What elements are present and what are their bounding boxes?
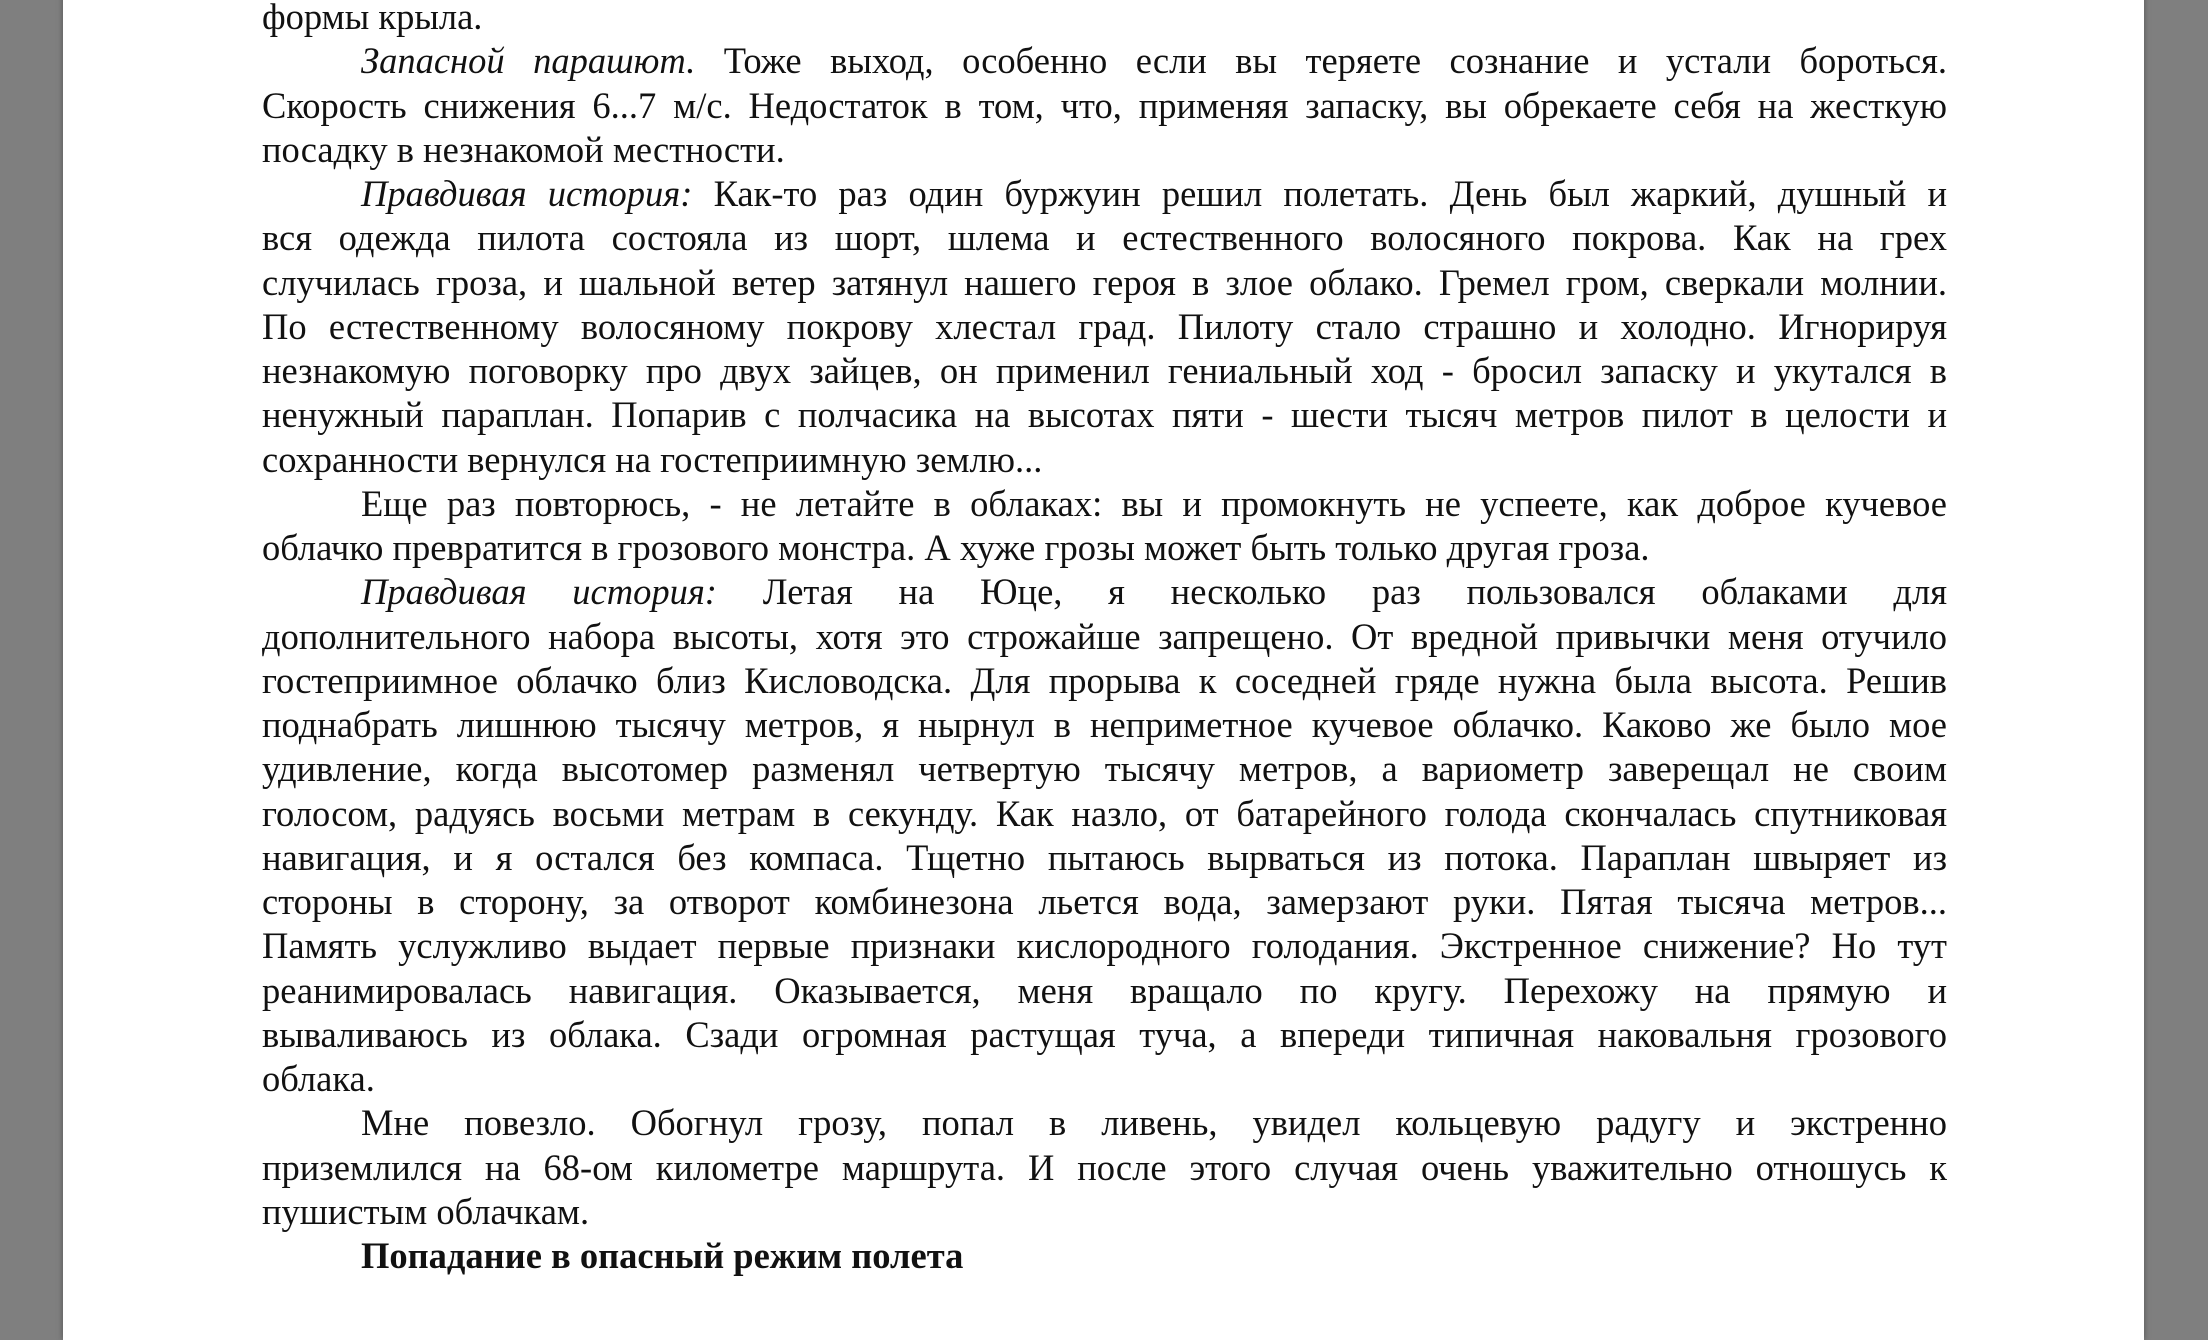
line-text: облачко превратится в грозового монстра. А хуже грозы может быть только другая гроза. bbox=[262, 527, 1650, 568]
text-line bbox=[262, 615, 1947, 659]
text-line bbox=[262, 305, 1947, 349]
text-line bbox=[262, 570, 1947, 614]
document-page bbox=[63, 0, 2144, 1340]
italic-lead: Правдивая история: bbox=[361, 571, 717, 613]
line-text: поднабрать лишнюю тысячу метров, я нырнул в неприметное кучевое облачко. Каково же было мое bbox=[262, 704, 1947, 745]
line-text: Память услужливо выдает первые признаки кислородного голодания. Экстренное снижение? Но тут bbox=[262, 925, 1947, 967]
text-line bbox=[262, 393, 1947, 437]
line-text: облака. bbox=[262, 1058, 375, 1099]
text-line bbox=[262, 924, 1947, 968]
line-text: голосом, радуясь восьми метрам в секунду. Как назло, от батарейного голода скончалась спутниковая bbox=[262, 792, 1947, 834]
line-text: Скорость снижения 6...7 м/с. Недостаток в том, что, применяя запаску, вы обрекаете себя на жесткую bbox=[262, 84, 1947, 126]
text-line bbox=[262, 747, 1947, 791]
text-line bbox=[262, 349, 1947, 393]
line-text: Тоже выход, особенно если вы теряете сознание и устали бороться. bbox=[695, 40, 1947, 82]
line-text: незнакомую поговорку про двух зайцев, он применил гениальный ход - бросил запаску и укутался в bbox=[262, 350, 1947, 391]
text-line bbox=[262, 1101, 1947, 1145]
text-line bbox=[262, 1234, 1947, 1278]
line-text: вываливаюсь из облака. Сзади огромная растущая туча, а впереди типичная наковальня грозового bbox=[262, 1013, 1947, 1055]
text-line bbox=[262, 438, 1947, 482]
text-line bbox=[262, 128, 1947, 172]
text-line bbox=[262, 261, 1947, 305]
line-text: стороны в сторону, за отворот комбинезона льется вода, замерзают руки. Пятая тысяча метров... bbox=[262, 881, 1947, 922]
text-line bbox=[262, 84, 1947, 128]
text-line bbox=[262, 659, 1947, 703]
text-line bbox=[262, 969, 1947, 1013]
text-line bbox=[262, 526, 1947, 570]
text-line bbox=[262, 0, 1947, 39]
line-text: пушистым облачкам. bbox=[262, 1190, 590, 1232]
line-text: гостеприимное облачко близ Кисловодска. Для прорыва к соседней гряде нужна была высота. Решив bbox=[262, 659, 1947, 701]
line-text: посадку в незнакомой местности. bbox=[262, 128, 785, 170]
text-line bbox=[262, 880, 1947, 924]
line-text: дополнительного набора высоты, хотя это строжайше запрещено. От вредной привычки меня отучило bbox=[262, 615, 1947, 657]
text-line bbox=[262, 216, 1947, 260]
italic-lead: Запасной парашют. bbox=[361, 40, 696, 82]
text-line bbox=[262, 172, 1947, 216]
text-line bbox=[262, 836, 1947, 880]
text-line bbox=[262, 703, 1947, 747]
line-text: ненужный параплан. Попарив с полчасика на высотах пяти - шести тысяч метров пилот в целости и bbox=[262, 394, 1947, 436]
line-text: случилась гроза, и шальной ветер затянул нашего героя в злое облако. Гремел гром, сверкали молнии. bbox=[262, 261, 1947, 303]
text-line bbox=[262, 39, 1947, 83]
line-text: По естественному волосяному покрову хлестал град. Пилоту стало страшно и холодно. Игнорируя bbox=[262, 305, 1947, 347]
line-text: навигация, и я остался без компаса. Тщетно пытаюсь вырваться из потока. Параплан швыряет из bbox=[262, 836, 1947, 878]
italic-lead: Правдивая история: bbox=[361, 173, 693, 214]
line-text: Как-то раз один буржуин решил полетать. День был жаркий, душный и bbox=[692, 173, 1947, 214]
line-text: формы крыла. bbox=[262, 0, 483, 37]
line-text: сохранности вернулся на гостеприимную землю... bbox=[262, 438, 1043, 480]
text-line bbox=[262, 1057, 1947, 1101]
line-text: Мне повезло. Обогнул грозу, попал в ливень, увидел кольцевую радугу и экстренно bbox=[361, 1102, 1947, 1144]
line-text: Попадание в опасный режим полета bbox=[361, 1235, 964, 1276]
text-line bbox=[262, 1190, 1947, 1234]
line-text: вся одежда пилота состояла из шорт, шлема и естественного волосяного покрова. Как на грех bbox=[262, 217, 1947, 259]
text-line bbox=[262, 1013, 1947, 1057]
page-text bbox=[262, 0, 1947, 1278]
text-line bbox=[262, 792, 1947, 836]
line-text: Летая на Юце, я несколько раз пользовался облаками для bbox=[716, 571, 1947, 613]
text-line bbox=[262, 482, 1947, 526]
line-text: реанимировалась навигация. Оказывается, меня вращало по кругу. Перехожу на прямую и bbox=[262, 969, 1947, 1011]
line-text: удивление, когда высотомер разменял четвертую тысячу метров, а вариометр заверещал не своим bbox=[262, 748, 1947, 790]
line-text: Еще раз повторюсь, - не летайте в облаках: вы и промокнуть не успеете, как доброе кучевое bbox=[361, 482, 1947, 524]
text-line bbox=[262, 1146, 1947, 1190]
line-text: приземлился на 68-ом километре маршрута. И после этого случая очень уважительно отношусь к bbox=[262, 1146, 1947, 1188]
